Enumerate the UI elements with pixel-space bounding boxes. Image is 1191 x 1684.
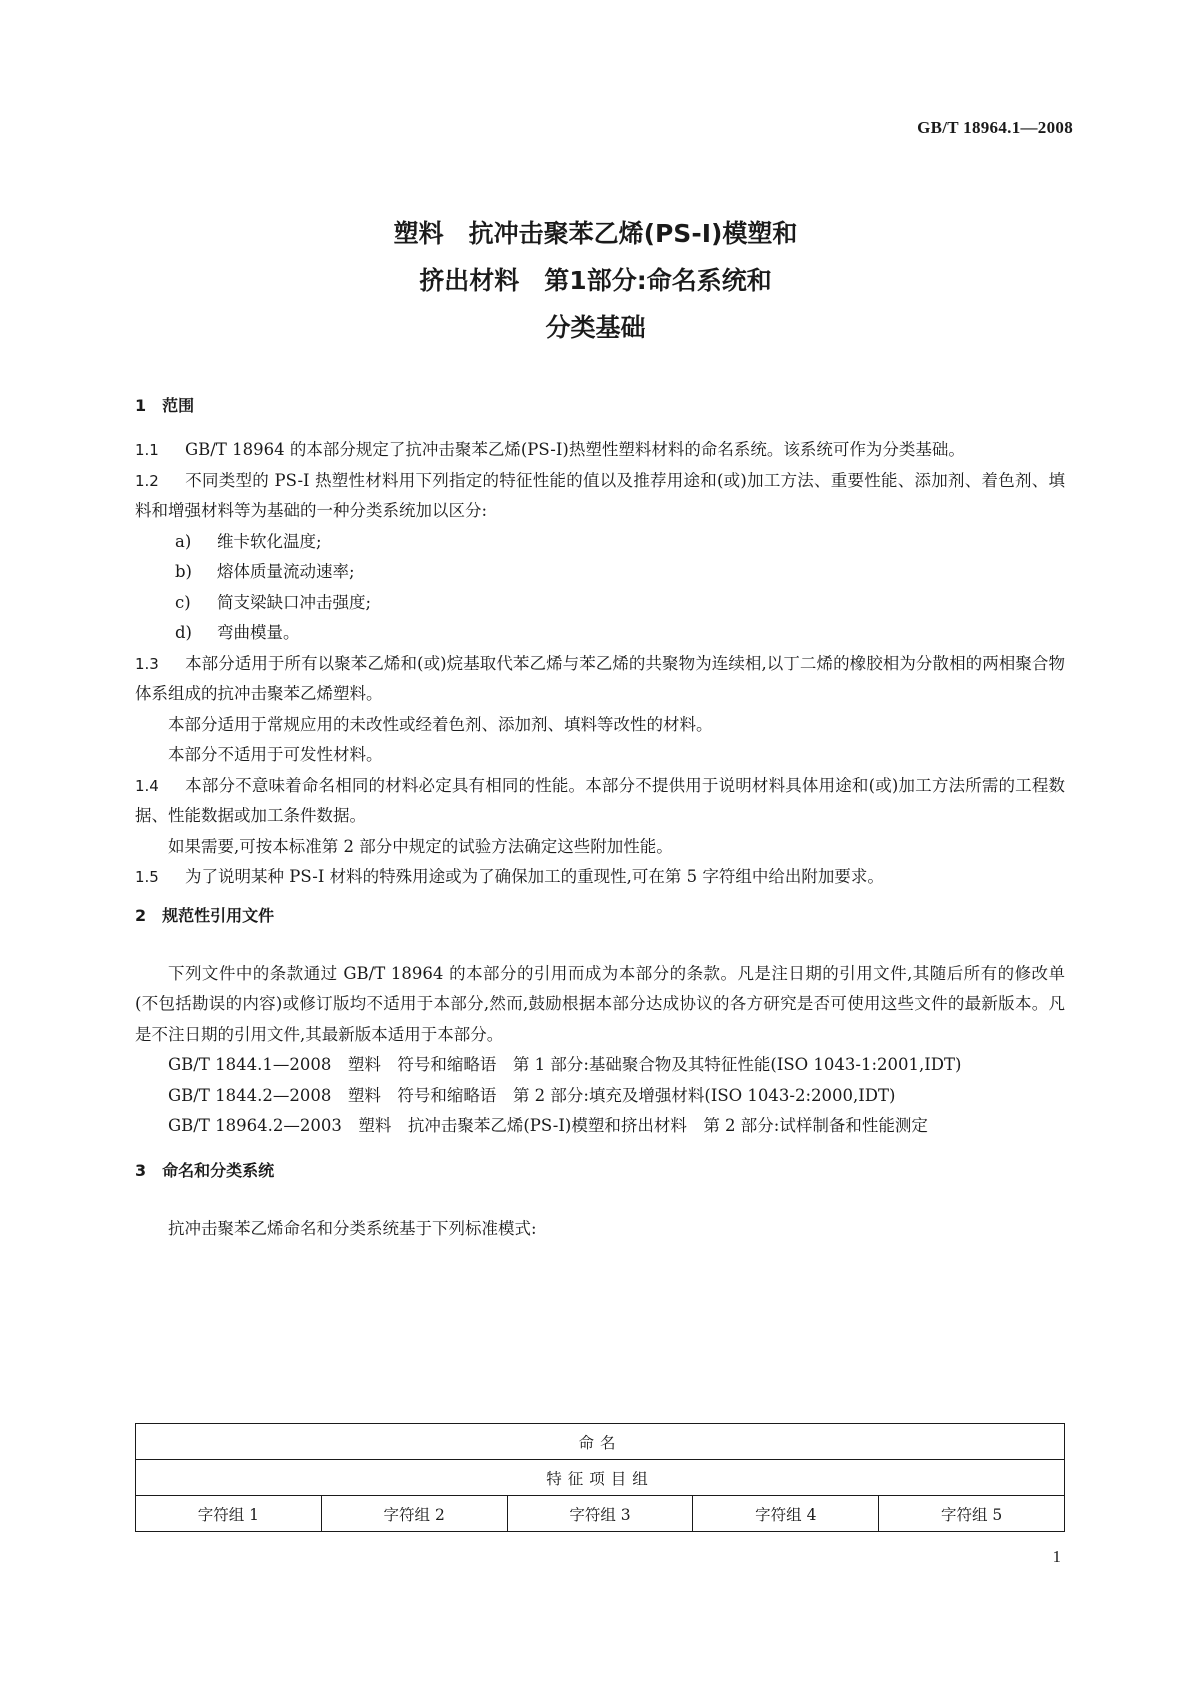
list-item-label: a) bbox=[175, 531, 192, 551]
page-number: 1 bbox=[1052, 1547, 1061, 1566]
clause-number: 1.3 bbox=[135, 654, 159, 673]
clause-1-4 bbox=[135, 771, 1065, 832]
clause-number: 1.1 bbox=[135, 441, 159, 459]
list-item-label: b) bbox=[175, 562, 192, 581]
normative-reference: GB/T 1844.2—2008 塑料 符号和缩略语 第 2 部分:填充及增强材料(ISO 1043-2:2000,IDT) bbox=[168, 1085, 896, 1105]
list-item bbox=[135, 557, 1065, 588]
section-1-heading: 1 范围 bbox=[135, 396, 195, 415]
clause-number: 1.4 bbox=[135, 776, 159, 795]
clause-text: 为了说明某种 PS-I 材料的特殊用途或为了确保加工的重现性,可在第 5 字符组中给出附加要求。 bbox=[185, 867, 884, 886]
clause-text: 不同类型的 PS-I 热塑性材料用下列指定的特征性能的值以及推荐用途和(或)加工方法、重要性能、添加剂、着色剂、填料和增强材料等为基础的一种分类系统加以区分: bbox=[135, 470, 1065, 520]
table-cell: 字符组 4 bbox=[693, 1496, 879, 1532]
table-row bbox=[136, 1460, 1065, 1496]
paragraph: 抗冲击聚苯乙烯命名和分类系统基于下列标准模式: bbox=[168, 1218, 537, 1238]
title-line-1: 塑料 抗冲击聚苯乙烯(PS-I)模塑和 bbox=[393, 219, 798, 248]
document-title bbox=[0, 210, 1191, 351]
paragraph: 如果需要,可按本标准第 2 部分中规定的试验方法确定这些附加性能。 bbox=[168, 836, 673, 856]
clause-1-2 bbox=[135, 466, 1065, 527]
list-item-label: d) bbox=[175, 623, 192, 642]
clause-1-5 bbox=[135, 862, 1065, 893]
clause-1-3 bbox=[135, 649, 1065, 710]
table-cell: 字符组 2 bbox=[321, 1496, 507, 1532]
list-item-text: 弯曲模量。 bbox=[217, 623, 300, 642]
table-header-identity-block: 特征项目组 bbox=[136, 1460, 1065, 1496]
list-item-label: c) bbox=[175, 592, 191, 612]
normative-reference: GB/T 18964.2—2003 塑料 抗冲击聚苯乙烯(PS-I)模塑和挤出材料 第 2 部分:试样制备和性能测定 bbox=[168, 1116, 928, 1135]
table-cell: 字符组 3 bbox=[507, 1496, 693, 1532]
paragraph: 本部分适用于常规应用的未改性或经着色剂、添加剂、填料等改性的材料。 bbox=[168, 714, 713, 734]
clause-1-1 bbox=[135, 435, 1065, 466]
list-item-text: 维卡软化温度; bbox=[217, 531, 322, 551]
list-item-text: 简支梁缺口冲击强度; bbox=[217, 592, 372, 612]
normative-reference: GB/T 1844.1—2008 塑料 符号和缩略语 第 1 部分:基础聚合物及其特征性能(ISO 1043-1:2001,IDT) bbox=[168, 1055, 962, 1074]
designation-model-table bbox=[135, 1423, 1065, 1532]
title-line-2: 挤出材料 第1部分:命名系统和 bbox=[419, 266, 772, 295]
paragraph: 下列文件中的条款通过 GB/T 18964 的本部分的引用而成为本部分的条款。凡是注日期的引用文件,其随后所有的修改单(不包括勘误的内容)或修订版均不适用于本部分,然而,鼓励根据本部分达成协议的各方研究是否可使用这些文件的最新版本。凡是不注日期的引用文件,其最新版本适用于本部分。 bbox=[135, 963, 1065, 1044]
table-row bbox=[136, 1496, 1065, 1532]
clause-text: 本部分适用于所有以聚苯乙烯和(或)烷基取代苯乙烯与苯乙烯的共聚物为连续相,以丁二烯的橡胶相为分散相的两相聚合物体系组成的抗冲击聚苯乙烯塑料。 bbox=[135, 653, 1065, 703]
clause-number: 1.5 bbox=[135, 868, 159, 886]
section-3-heading: 3 命名和分类系统 bbox=[135, 1160, 275, 1180]
list-item bbox=[135, 588, 1065, 619]
clause-text: 本部分不意味着命名相同的材料必定具有相同的性能。本部分不提供用于说明材料具体用途和(或)加工方法所需的工程数据、性能数据或加工条件数据。 bbox=[135, 775, 1065, 825]
section-2-heading: 2 规范性引用文件 bbox=[135, 905, 275, 925]
table-cell: 字符组 5 bbox=[879, 1496, 1065, 1532]
table-row bbox=[136, 1424, 1065, 1460]
title-line-3: 分类基础 bbox=[545, 313, 646, 342]
table-cell: 字符组 1 bbox=[136, 1496, 322, 1532]
standard-number: GB/T 18964.1—2008 bbox=[917, 118, 1073, 137]
list-item-text: 熔体质量流动速率; bbox=[217, 562, 355, 581]
table-header-designation: 命名 bbox=[136, 1424, 1065, 1460]
list-item bbox=[135, 618, 1065, 649]
list-item bbox=[135, 527, 1065, 558]
clause-text: GB/T 18964 的本部分规定了抗冲击聚苯乙烯(PS-I)热塑性塑料材料的命名系统。该系统可作为分类基础。 bbox=[185, 440, 965, 459]
document-body bbox=[135, 383, 1065, 1244]
clause-number: 1.2 bbox=[135, 471, 159, 490]
paragraph: 本部分不适用于可发性材料。 bbox=[168, 745, 383, 764]
